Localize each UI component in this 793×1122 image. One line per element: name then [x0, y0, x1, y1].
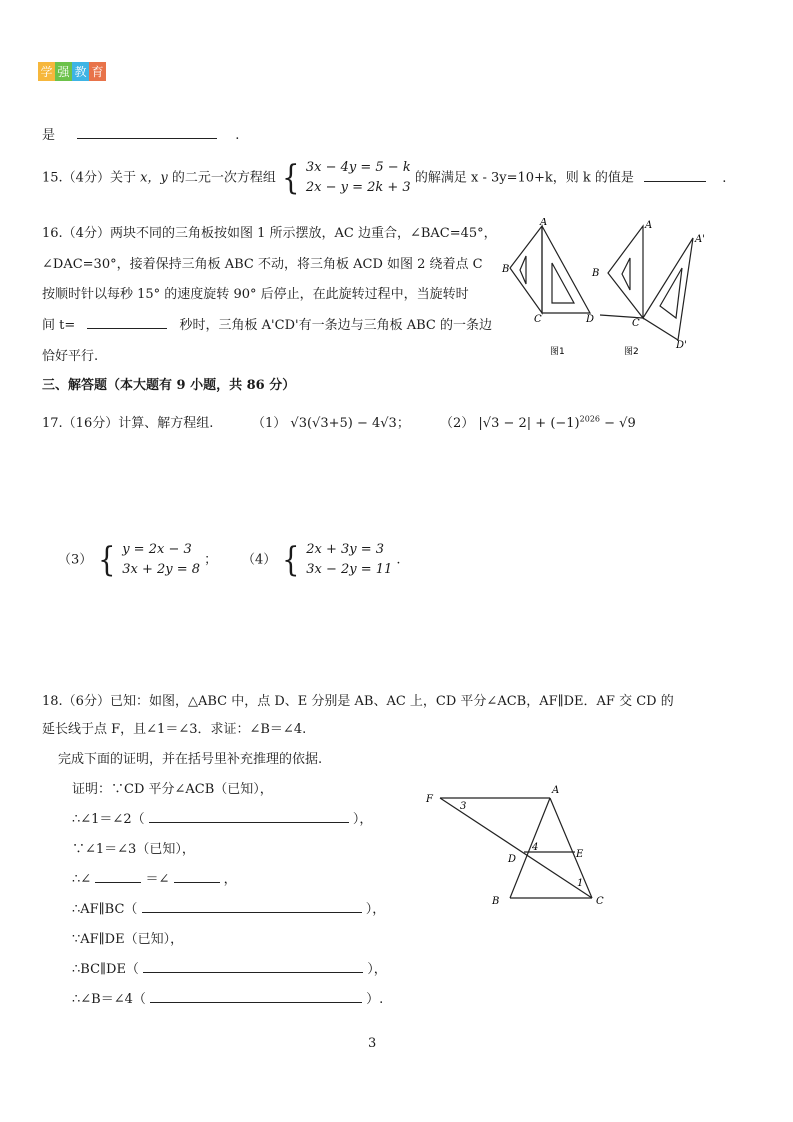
- q18-proof-2: [72, 808, 372, 827]
- q17-p4-system: [306, 540, 392, 580]
- fig-label-f: F: [426, 794, 433, 805]
- q16-line-3: 按顺时针以每秒 15° 的速度旋转 90° 后停止，在此旋转过程中，当旋转时: [42, 287, 469, 302]
- q16-answer-blank[interactable]: [87, 316, 167, 329]
- q18-proof-5-post: ），: [365, 902, 386, 917]
- q15-eq2: 2x − y = 2k + 3: [305, 180, 411, 195]
- prev-question-tail: [42, 124, 239, 143]
- brand-logo: [38, 62, 106, 81]
- fig1-triangle-abc-inner: [520, 256, 526, 284]
- q18-figure: [420, 780, 620, 910]
- fig2-triangle-acd-inner: [660, 268, 682, 318]
- fig2-label-b: B: [592, 268, 600, 279]
- fig-label-c: C: [596, 896, 604, 907]
- q17-p4-brace: {: [282, 540, 300, 580]
- q17-p3-label: （3）: [58, 552, 93, 568]
- q17-p4-eq1: 2x + 3y = 3: [306, 542, 385, 557]
- fig2-triangle-abc-inner: [622, 258, 630, 290]
- prev-suffix: .: [235, 128, 240, 143]
- q15-tail: 的解满足 x - 3y=10+k，则 k 的值是: [414, 170, 634, 186]
- fig1-label-b: B: [502, 264, 510, 275]
- logo-char-4: 育: [89, 62, 106, 81]
- fig1-label-d: D: [586, 314, 595, 325]
- q18-proof-6: ∵AF∥DE（已知），: [72, 932, 184, 947]
- q18-proof-7-post: ），: [367, 962, 387, 977]
- fig1-caption: 图1: [550, 347, 565, 357]
- fig2-label-a-prime: A': [695, 234, 705, 245]
- fig2-triangle-acd-rotated: [643, 238, 693, 340]
- prev-answer-blank[interactable]: [77, 126, 217, 139]
- q15-lead: 15.（4分）关于: [42, 170, 136, 186]
- fig-label-e: E: [576, 849, 584, 860]
- q17-p3-eq2: 3x + 2y = 8: [122, 562, 201, 577]
- logo-char-2: 强: [55, 62, 72, 81]
- q18-proof-7-pre: ∴BC∥DE（: [72, 962, 139, 977]
- q18-proof-8: [72, 988, 383, 1007]
- q15-mid: 的二元一次方程组: [171, 170, 276, 186]
- fig2-caption: 图2: [624, 347, 639, 357]
- q18-proof-2-post: ），: [352, 812, 373, 827]
- q18-proof-3: ∵∠1＝∠3（已知），: [72, 842, 195, 857]
- fig-label-d: D: [508, 854, 517, 865]
- q15-brace: {: [282, 158, 300, 198]
- q18-proof-5-pre: ∴AF∥BC（: [72, 902, 138, 917]
- fig2-label-a: A: [645, 220, 653, 231]
- q18-proof-4: [72, 868, 237, 887]
- q17-p3-eq1: y = 2x − 3: [122, 542, 192, 557]
- fig-angle-3: 3: [460, 801, 467, 812]
- fig1-label-c: C: [534, 314, 542, 325]
- q17-p2-tail: − √9: [600, 416, 636, 431]
- fig-angle-1: 1: [577, 878, 584, 889]
- q17-p1-expr: √3(√3+5) − 4√3；: [290, 416, 410, 431]
- logo-char-3: 教: [72, 62, 89, 81]
- q17-p2-label: （2）: [440, 416, 475, 431]
- q18-angle-blank-2[interactable]: [174, 870, 220, 883]
- q15-end: .: [722, 170, 727, 186]
- fig1-triangle-acd: [542, 226, 590, 313]
- fig2-triangle-abc: [608, 226, 643, 318]
- fig-angle-4: 4: [532, 842, 539, 853]
- section-3-title: 三、解答题（本大题有 9 小题，共 86 分）: [42, 378, 296, 393]
- q17-part-1: [252, 412, 410, 431]
- q18-proof-4-post: ，: [223, 872, 237, 887]
- q17-p2-expr: |√3 − 2| + (−1): [478, 416, 580, 431]
- q15-eq1: 3x − 4y = 5 − k: [305, 160, 411, 175]
- q18-reason-blank-3[interactable]: [143, 960, 363, 973]
- q18-reason-blank-4[interactable]: [150, 990, 362, 1003]
- q17-p3-brace: {: [98, 540, 116, 580]
- q18-proof-8-post: ）.: [366, 992, 384, 1007]
- q16-t-label: 间 t=: [42, 318, 76, 333]
- fig-label-b: B: [492, 896, 500, 907]
- fig-label-a: A: [552, 785, 560, 796]
- q15-system: [306, 158, 411, 198]
- q16-line-1: 16.（4分）两块不同的三角板按如图 1 所示摆放，AC 边重合，∠BAC=45°，: [42, 226, 497, 241]
- q18-proof-4-mid: ＝∠: [145, 872, 170, 887]
- q17-p4-eq2: 3x − 2y = 11: [306, 562, 393, 577]
- q17-lead: 17.（16分）计算、解方程组.: [42, 416, 214, 431]
- q16-figure: [500, 218, 712, 368]
- prev-prefix: 是: [42, 128, 56, 143]
- q17-p4-label: （4）: [242, 552, 277, 568]
- q16-line-5: 恰好平行.: [42, 349, 99, 364]
- q18-proof-1: 证明：∵CD 平分∠ACB（已知），: [72, 782, 273, 797]
- q18-proof-7: [72, 958, 387, 977]
- q18-reason-blank-1[interactable]: [149, 810, 349, 823]
- q17-p3-system: [122, 540, 200, 580]
- fig2-label-c: C: [632, 318, 640, 329]
- q17-p4-end: .: [396, 552, 401, 568]
- q17-p2-exponent: 2026: [579, 414, 600, 424]
- fig1-label-a: A: [540, 218, 548, 228]
- fig-line-ac: [550, 798, 592, 898]
- q17-part-2: [440, 412, 636, 431]
- q17-part-3: [58, 540, 217, 580]
- q18-line-1: 18.（6分）已知：如图，△ABC 中，点 D、E 分别是 AB、AC 上，CD 平分∠ACB，AF∥DE．AF 交 CD 的: [42, 694, 674, 709]
- logo-char-1: 学: [38, 62, 55, 81]
- q18-instruction: 完成下面的证明，并在括号里补充推理的依据.: [58, 752, 323, 767]
- q15-vars: x，y: [140, 170, 168, 186]
- question-15: [42, 158, 726, 198]
- q15-answer-blank[interactable]: [644, 169, 706, 182]
- q17-p1-label: （1）: [252, 416, 287, 431]
- q17-p3-end: ；: [204, 552, 218, 568]
- q18-reason-blank-2[interactable]: [142, 900, 362, 913]
- q16-line-4-tail: 秒时，三角板 A'CD'有一条边与三角板 ABC 的一条边: [179, 318, 492, 333]
- q16-line-2: ∠DAC=30°，接着保持三角板 ABC 不动，将三角板 ACD 如图 2 绕着点 C: [42, 257, 483, 272]
- fig1-triangle-acd-inner: [552, 263, 574, 303]
- q18-line-2: 延长线于点 F，且∠1＝∠3．求证：∠B＝∠4.: [42, 722, 307, 737]
- fig2-label-d-prime: D': [676, 340, 687, 351]
- page-number: 3: [368, 1036, 377, 1051]
- q18-angle-blank-1[interactable]: [95, 870, 141, 883]
- q18-proof-4-pre: ∴∠: [72, 872, 92, 887]
- q16-line-4: [42, 314, 492, 333]
- q18-proof-8-pre: ∴∠B＝∠4（: [72, 992, 146, 1007]
- q18-proof-5: [72, 898, 385, 917]
- q17-part-4: [242, 540, 401, 580]
- q18-proof-2-pre: ∴∠1＝∠2（: [72, 812, 145, 827]
